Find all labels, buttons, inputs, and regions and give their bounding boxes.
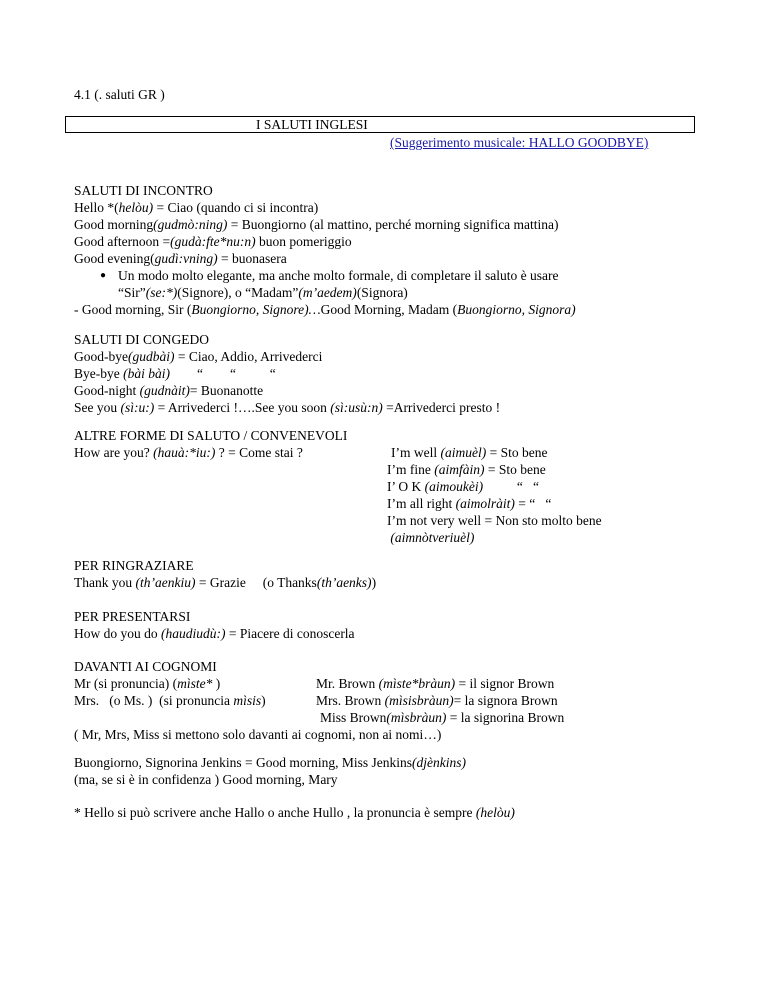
text-line: Good evening(gudì:vning) = buonasera bbox=[74, 251, 287, 266]
text-line: Miss Brown(mìsbràun) = la signorina Brown bbox=[320, 710, 565, 725]
text-line: Mrs. (o Ms. ) (si pronuncia mìsis) bbox=[74, 693, 266, 708]
page-title: I SALUTI INGLESI bbox=[256, 117, 368, 132]
section-incontro bbox=[74, 182, 576, 318]
section-congedo bbox=[74, 331, 500, 416]
text-line: I’m well (aimuèl) = Sto bene bbox=[391, 445, 548, 460]
section-cognomi bbox=[74, 658, 714, 743]
text-line: “Sir”(se:*)(Signore), o “Madam”(m’aedem)(Signora) bbox=[118, 285, 408, 300]
text-line: Bye-bye (bài bài) “ “ “ bbox=[74, 366, 276, 381]
text-line: I’m all right (aimolràit) = “ “ bbox=[387, 496, 552, 511]
text-line: Thank you (th’aenkiu) = Grazie (o Thanks(th’aenks)) bbox=[74, 575, 377, 590]
text-line: Buongiorno, Signorina Jenkins = Good morning, Miss Jenkins(djènkins) bbox=[74, 755, 466, 770]
title-box bbox=[65, 116, 695, 133]
text-line: Good morning(gudmò:ning) = Buongiorno (al mattino, perché morning significa mattina) bbox=[74, 217, 559, 232]
text-line: (aimnòtveriuèl) bbox=[387, 530, 475, 545]
section-heading: PER RINGRAZIARE bbox=[74, 558, 194, 573]
section-heading: SALUTI DI CONGEDO bbox=[74, 332, 209, 347]
section-heading: PER PRESENTARSI bbox=[74, 609, 191, 624]
section-heading: DAVANTI AI COGNOMI bbox=[74, 659, 217, 674]
text-line: Mrs. Brown (mìsisbràun)= la signora Brown bbox=[316, 693, 558, 708]
text-line: * Hello si può scrivere anche Hallo o anche Hullo , la pronuncia è sempre (helòu) bbox=[74, 805, 515, 820]
text-line: - Good morning, Sir (Buongiorno, Signore)…Good Morning, Madam (Buongiorno, Signora) bbox=[74, 302, 576, 317]
text-line: I’m fine (aimfàin) = Sto bene bbox=[387, 462, 546, 477]
bullet-icon: ● bbox=[100, 270, 107, 281]
document-id: 4.1 (. saluti GR ) bbox=[74, 87, 165, 102]
footnote bbox=[74, 804, 515, 821]
section-ringraziare bbox=[74, 557, 376, 591]
text-line: Good afternoon =(gudà:fte*nu:n) buon pomeriggio bbox=[74, 234, 352, 249]
text-line: Good-night (gudnàit)= Buonanotte bbox=[74, 383, 264, 398]
text-line: How are you? (hauà:*iu:) ? = Come stai ? bbox=[74, 445, 303, 460]
bullet-item: ● Un modo molto elegante, ma anche molto formale, di completare il saluto è usare bbox=[100, 268, 559, 283]
text-line: See you (sì:u:) = Arrivederci !….See you soon (sì:usù:n) =Arrivederci presto ! bbox=[74, 400, 501, 415]
text-line: ( Mr, Mrs, Miss si mettono solo davanti ai cognomi, non ai nomi…) bbox=[74, 727, 442, 742]
surname-examples bbox=[316, 675, 564, 726]
text-line: Hello *(helòu) = Ciao (quando ci si incontra) bbox=[74, 200, 319, 215]
section-altre bbox=[74, 427, 714, 545]
text-line: (ma, se si è in confidenza ) Good morning, Mary bbox=[74, 772, 338, 787]
section-esempio bbox=[74, 754, 466, 788]
text-line: Mr (si pronuncia) (mìste* ) bbox=[74, 676, 221, 691]
section-heading: SALUTI DI INCONTRO bbox=[74, 183, 213, 198]
text-line: I’ O K (aimoukèi) “ “ bbox=[387, 479, 539, 494]
section-heading: ALTRE FORME DI SALUTO / CONVENEVOLI bbox=[74, 428, 348, 443]
text-line: Good-bye(gudbài) = Ciao, Addio, Arrivederci bbox=[74, 349, 323, 364]
text-line: How do you do (haudiudù:) = Piacere di conoscerla bbox=[74, 626, 355, 641]
music-suggestion-link[interactable]: (Suggerimento musicale: HALLO GOODBYE) bbox=[390, 135, 649, 150]
section-presentarsi bbox=[74, 608, 355, 642]
text-line: I’m not very well = Non sto molto bene bbox=[387, 513, 602, 528]
responses-column bbox=[387, 444, 602, 546]
text-line: Mr. Brown (mìste*bràun) = il signor Brown bbox=[316, 676, 555, 691]
